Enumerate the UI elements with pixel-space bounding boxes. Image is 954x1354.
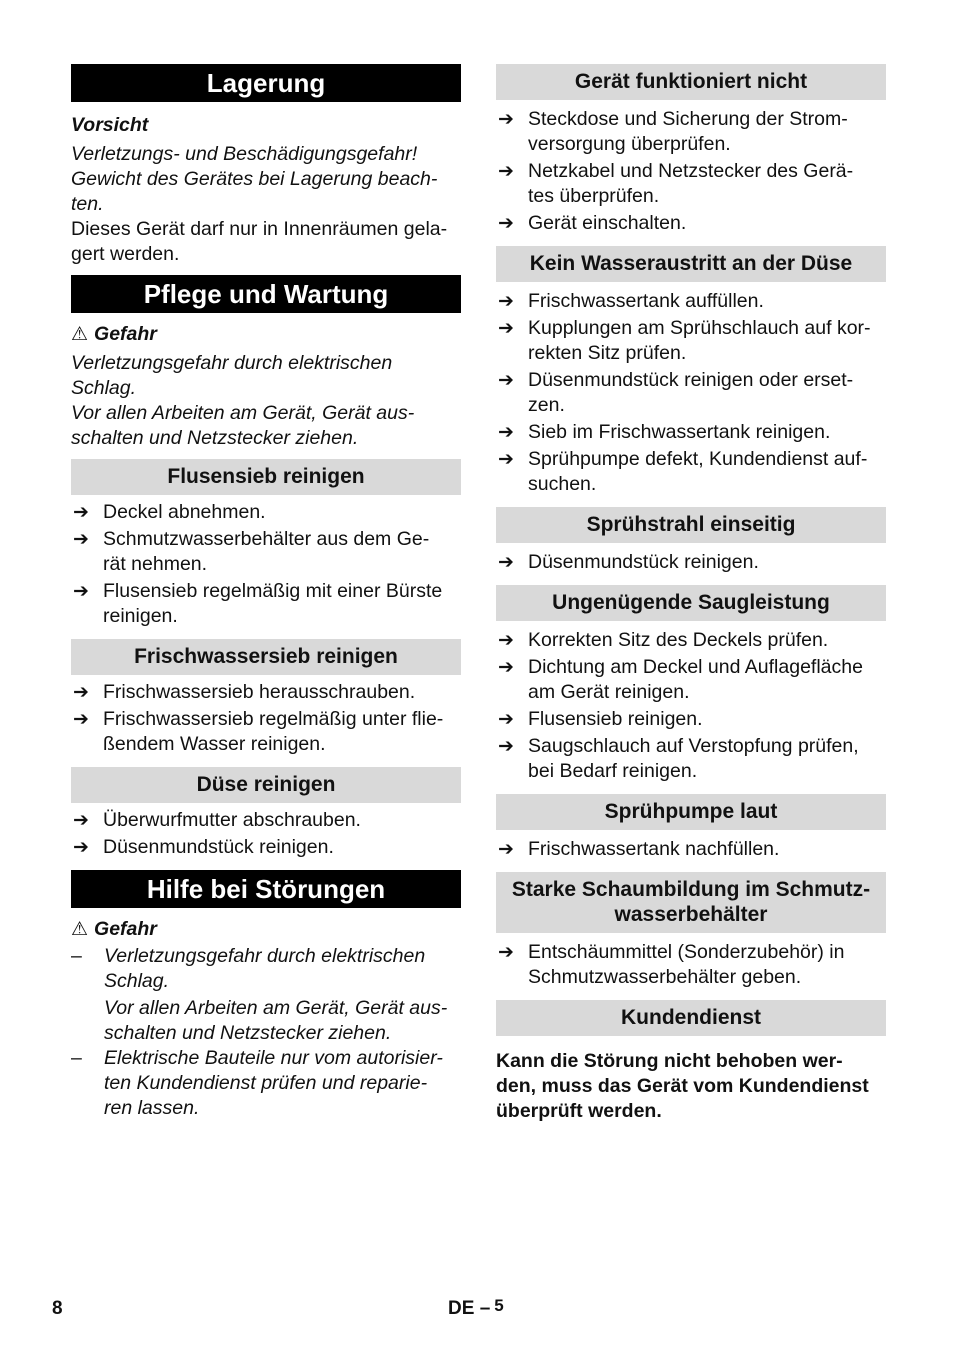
gefahr-heading: ⚠ Gefahr <box>71 918 157 940</box>
vorsicht-label: Vorsicht <box>71 114 149 136</box>
heading-duese-reinigen: Düse reinigen <box>71 767 461 803</box>
heading-pflege-und-wartung: Pflege und Wartung <box>71 275 461 313</box>
heading-flusensieb-reinigen: Flusensieb reinigen <box>71 459 461 495</box>
arrow-right-icon: ➔ <box>73 528 89 550</box>
gefahr-heading: ⚠ Gefahr <box>71 323 157 345</box>
list-item: – Elektrische Bauteile nur vom autorisier- ten Kundendienst prüfen und reparie- ren lassen. <box>71 1047 443 1119</box>
kein-wasseraustritt-steps <box>496 289 886 497</box>
list-item: ➔ Flusensieb regelmäßig mit einer Bürste reinigen. <box>73 580 443 627</box>
storage-note: Dieses Gerät darf nur in Innenräumen gela- gert werden. <box>71 218 448 265</box>
list-item: ➔ Netzkabel und Netzstecker des Gerä- tes überprüfen. <box>498 160 854 207</box>
arrow-right-icon: ➔ <box>73 681 89 703</box>
heading-ungenuegende-saugleistung: Ungenügende Saugleistung <box>496 585 886 621</box>
arrow-right-icon: ➔ <box>498 708 514 730</box>
frischwassersieb-steps <box>71 680 461 757</box>
spruehpumpe-laut-steps <box>496 837 886 862</box>
list-item: ➔ Gerät einschalten. <box>498 212 687 234</box>
arrow-right-icon: ➔ <box>73 580 89 602</box>
warning-triangle-icon: ⚠ <box>71 323 89 345</box>
list-item: ➔ Düsenmundstück reinigen. <box>73 836 334 858</box>
starke-schaumbildung-steps <box>496 940 886 990</box>
list-item: ➔ Saugschlauch auf Verstopfung prüfen, bei Bedarf reinigen. <box>498 735 859 782</box>
heading-kundendienst: Kundendienst <box>496 1000 886 1036</box>
kundendienst-text: Kann die Störung nicht behoben wer- den, muss das Gerät vom Kundendienst überprüft werden. <box>496 1050 869 1122</box>
section-page-label: DE – 5 <box>448 1296 504 1319</box>
arrow-right-icon: ➔ <box>498 629 514 651</box>
heading-frischwassersieb-reinigen: Frischwassersieb reinigen <box>71 639 461 675</box>
duese-steps <box>71 808 461 860</box>
arrow-right-icon: ➔ <box>73 836 89 858</box>
list-item: ➔ Steckdose und Sicherung der Strom- versorgung überprüfen. <box>498 108 848 155</box>
arrow-right-icon: ➔ <box>498 160 514 182</box>
arrow-right-icon: ➔ <box>73 501 89 523</box>
arrow-right-icon: ➔ <box>498 448 514 470</box>
heading-starke-schaumbildung: Starke Schaumbildung im Schmutz- wasserbehälter <box>496 872 886 933</box>
list-item: ➔ Sprühpumpe defekt, Kundendienst auf- suchen. <box>498 448 868 495</box>
arrow-right-icon: ➔ <box>73 809 89 831</box>
arrow-right-icon: ➔ <box>498 656 514 678</box>
geraet-funktioniert-nicht-steps <box>496 107 886 236</box>
ungenuegende-saugleistung-steps <box>496 628 886 784</box>
list-item: ➔ Überwurfmutter abschrauben. <box>73 809 361 831</box>
list-item: ➔ Dichtung am Deckel und Auflagefläche am Gerät reinigen. <box>498 656 863 703</box>
list-item: ➔ Düsenmundstück reinigen oder erset- zen. <box>498 369 854 416</box>
left-column <box>71 64 461 1121</box>
arrow-right-icon: ➔ <box>498 369 514 391</box>
warning-triangle-icon: ⚠ <box>71 918 89 940</box>
arrow-right-icon: ➔ <box>498 735 514 757</box>
arrow-right-icon: ➔ <box>498 212 514 234</box>
list-item: ➔ Frischwassertank auffüllen. <box>498 290 764 312</box>
list-item: ➔ Korrekten Sitz des Deckels prüfen. <box>498 629 829 651</box>
list-item: – Verletzungsgefahr durch elektrischen Schlag. Vor allen Arbeiten am Gerät, Gerät aus- schalten und Netzstecker ziehen. <box>71 945 448 1044</box>
arrow-right-icon: ➔ <box>498 838 514 860</box>
list-item: ➔ Deckel abnehmen. <box>73 501 266 523</box>
arrow-right-icon: ➔ <box>73 708 89 730</box>
arrow-right-icon: ➔ <box>498 551 514 573</box>
list-item: ➔ Frischwassersieb regelmäßig unter flie- ßendem Wasser reinigen. <box>73 708 444 755</box>
heading-lagerung: Lagerung <box>71 64 461 102</box>
right-column <box>496 64 886 1124</box>
heading-kein-wasseraustritt: Kein Wasseraustritt an der Düse <box>496 246 886 282</box>
heading-geraet-funktioniert-nicht: Gerät funktioniert nicht <box>496 64 886 100</box>
arrow-right-icon: ➔ <box>498 421 514 443</box>
flusensieb-steps <box>71 500 461 629</box>
list-item: ➔ Entschäummittel (Sonderzubehör) in Schmutzwasserbehälter geben. <box>498 941 845 988</box>
arrow-right-icon: ➔ <box>498 290 514 312</box>
list-item: ➔ Kupplungen am Sprühschlauch auf kor- rekten Sitz prüfen. <box>498 317 871 364</box>
arrow-right-icon: ➔ <box>498 108 514 130</box>
gefahr-text: Verletzungsgefahr durch elektrischen Schlag. Vor allen Arbeiten am Gerät, Gerät aus- schalten und Netzstecker ziehen. <box>71 352 415 449</box>
heading-spruehpumpe-laut: Sprühpumpe laut <box>496 794 886 830</box>
heading-spruehstrahl-einseitig: Sprühstrahl einseitig <box>496 507 886 543</box>
vorsicht-text: Verletzungs- und Beschädigungsgefahr! Gewicht des Gerätes bei Lagerung beach- ten. <box>71 143 438 215</box>
list-item: ➔ Frischwassersieb herausschrauben. <box>73 681 416 703</box>
arrow-right-icon: ➔ <box>498 317 514 339</box>
list-item: ➔ Frischwassertank nachfüllen. <box>498 838 780 860</box>
heading-hilfe-bei-stoerungen: Hilfe bei Störungen <box>71 870 461 908</box>
list-item: ➔ Schmutzwasserbehälter aus dem Ge- rät nehmen. <box>73 528 430 575</box>
list-item: ➔ Flusensieb reinigen. <box>498 708 703 730</box>
list-item: ➔ Düsenmundstück reinigen. <box>498 551 759 573</box>
spruehstrahl-einseitig-steps <box>496 550 886 575</box>
arrow-right-icon: ➔ <box>498 941 514 963</box>
page-number: 8 <box>52 1298 63 1319</box>
list-item: ➔ Sieb im Frischwassertank reinigen. <box>498 421 831 443</box>
troubleshooting-sections <box>496 64 886 1000</box>
gefahr-dash-list <box>71 944 461 1121</box>
